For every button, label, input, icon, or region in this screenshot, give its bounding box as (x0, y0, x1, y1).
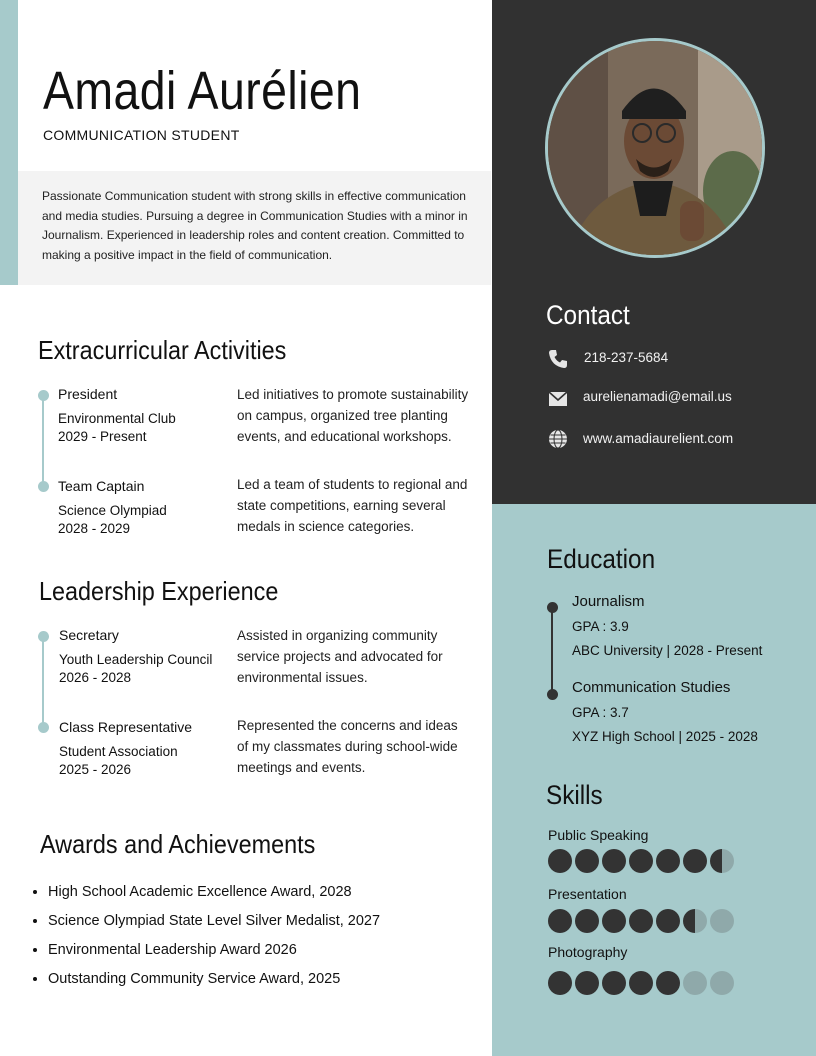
skill-dot (575, 849, 599, 873)
full-name: Amadi Aurélien (43, 61, 362, 121)
timeline-dot (38, 390, 49, 401)
leadership-timeline (42, 637, 44, 729)
leadership-description: Represented the concerns and ideas of my classmates during school-wide meetings and events. (237, 718, 458, 775)
timeline-dot (38, 481, 49, 492)
skill-dot (548, 909, 572, 933)
skill-rating (548, 971, 734, 995)
award-item: • Outstanding Community Service Award, 2025 (48, 965, 380, 994)
education-gpa: GPA : 3.7 (572, 705, 629, 720)
extracurricular-title: Extracurricular Activities (38, 335, 287, 365)
leadership-dates: 2025 - 2026 (59, 762, 132, 777)
website-url[interactable]: www.amadiaurelient.com (583, 431, 734, 446)
skill-dot (656, 971, 680, 995)
skill-dot (629, 971, 653, 995)
extracurricular-timeline (42, 395, 44, 487)
timeline-dot (38, 631, 49, 642)
accent-bar (0, 0, 18, 285)
activity-dates: 2028 - 2029 (58, 521, 131, 536)
phone-number[interactable]: 218-237-5684 (584, 350, 669, 365)
education-gpa: GPA : 3.9 (572, 619, 629, 634)
skill-dot (683, 909, 707, 933)
leadership-dates: 2026 - 2028 (59, 670, 132, 685)
activity-role: President (58, 386, 118, 402)
awards-list (30, 878, 380, 994)
leadership-role: Secretary (59, 627, 119, 643)
email-address[interactable]: aurelienamadi@email.us (583, 389, 732, 404)
skill-name: Photography (548, 944, 628, 960)
skill-dot (602, 909, 626, 933)
awards-title: Awards and Achievements (40, 829, 316, 859)
profile-photo (545, 38, 765, 258)
award-item: • Environmental Leadership Award 2026 (48, 936, 380, 965)
phone-icon (548, 349, 568, 369)
skill-dot (656, 849, 680, 873)
education-school: XYZ High School | 2025 - 2028 (572, 729, 758, 744)
timeline-dot (547, 689, 558, 700)
activity-dates: 2029 - Present (58, 429, 147, 444)
education-timeline (551, 607, 553, 694)
skill-dot (656, 909, 680, 933)
education-degree: Journalism (572, 593, 645, 610)
award-item: • Science Olympiad State Level Silver Medalist, 2027 (48, 907, 380, 936)
activity-org: Environmental Club (58, 411, 176, 426)
skill-dot (710, 909, 734, 933)
timeline-dot (547, 602, 558, 613)
leadership-org: Student Association (59, 744, 178, 759)
leadership-role: Class Representative (59, 719, 193, 735)
education-title: Education (547, 544, 656, 574)
skill-rating (548, 909, 734, 933)
skill-dot (629, 909, 653, 933)
skills-title: Skills (546, 780, 603, 810)
mail-icon (548, 389, 568, 409)
globe-icon (548, 429, 568, 449)
leadership-description: Assisted in organizing community service projects and advocated for environmental issues. (237, 628, 443, 685)
leadership-title: Leadership Experience (39, 576, 279, 606)
skill-dot (602, 849, 626, 873)
contact-title: Contact (546, 300, 630, 330)
timeline-dot (38, 722, 49, 733)
skill-dot (548, 849, 572, 873)
skill-name: Presentation (548, 886, 627, 902)
activity-description: Led a team of students to regional and state competitions, earning several medals in science categories. (237, 477, 468, 534)
activity-role: Team Captain (58, 478, 145, 494)
skill-dot (683, 849, 707, 873)
skill-dot (548, 971, 572, 995)
activity-description: Led initiatives to promote sustainability on campus, organized tree planting events, and educational workshops. (237, 387, 469, 444)
summary-text: Passionate Communication student with strong skills in effective communication and media studies. Pursuing a degree in Communication Studies with a minor in Journalism. Experienced in leadership roles and content creation. Committed to making a positive impact in the field of communication. (42, 189, 468, 262)
activity-org: Science Olympiad (58, 503, 167, 518)
skill-name: Public Speaking (548, 827, 649, 843)
skill-dot (683, 971, 707, 995)
skill-dot (710, 849, 734, 873)
skill-dot (602, 971, 626, 995)
leadership-org: Youth Leadership Council (59, 652, 213, 667)
skill-dot (575, 971, 599, 995)
education-degree: Communication Studies (572, 679, 731, 696)
skill-dot (710, 971, 734, 995)
skill-dot (575, 909, 599, 933)
education-school: ABC University | 2028 - Present (572, 643, 763, 658)
job-title: COMMUNICATION STUDENT (43, 127, 240, 143)
award-item: • High School Academic Excellence Award, 2028 (48, 878, 380, 907)
skill-dot (629, 849, 653, 873)
skill-rating (548, 849, 734, 873)
